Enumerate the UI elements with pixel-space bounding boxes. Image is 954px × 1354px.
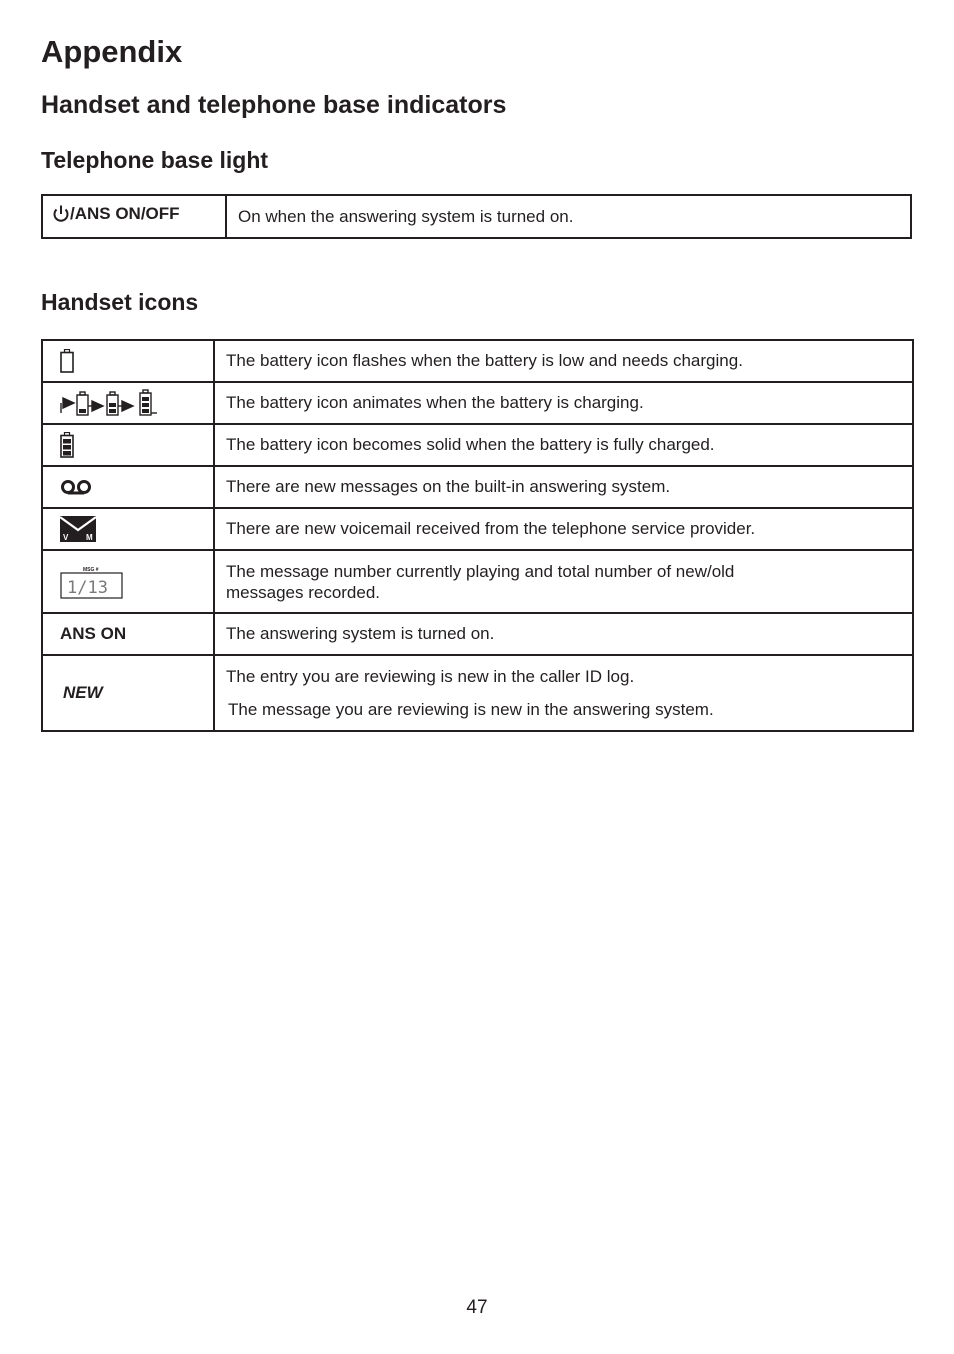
table-row [42, 424, 913, 466]
table-row [42, 508, 913, 550]
voicemail-provider-description: There are new voicemail received from the telephone service provider. [214, 508, 913, 550]
battery-empty-description: The battery icon flashes when the battery is low and needs charging. [214, 340, 913, 382]
battery-full-description: The battery icon becomes solid when the battery is fully charged. [214, 424, 913, 466]
page-number: 47 [466, 1297, 488, 1318]
base-light-heading: Telephone base light [41, 147, 269, 173]
label-cell [42, 613, 214, 655]
envelope-v-text: V [63, 533, 69, 542]
icon-cell [42, 466, 214, 508]
table-row [42, 655, 913, 731]
table-row [42, 382, 913, 424]
msg-number-text: MSG # [83, 566, 99, 573]
envelope-vm-icon [60, 516, 96, 542]
page-title: Appendix [41, 34, 183, 69]
ans-on-label: ANS ON [60, 624, 127, 643]
ans-on-off-label: /ANS ON/OFF [70, 204, 180, 223]
battery-charging-description: The battery icon animates when the battery is charging. [214, 382, 913, 424]
handset-icons-heading: Handset icons [41, 289, 199, 315]
handset-icons-table [41, 339, 914, 732]
icon-cell [42, 382, 214, 424]
battery-charging-animation-icon [60, 389, 158, 417]
icon-cell [42, 340, 214, 382]
description-line: The message you are reviewing is new in the answering system. [228, 700, 714, 719]
message-counter-description [214, 550, 913, 613]
base-light-table [41, 194, 912, 239]
message-counter-icon [60, 565, 124, 599]
icon-cell [42, 424, 214, 466]
description-line: The message number currently playing and total number of new/old [226, 561, 735, 581]
msg-counter-text: 1/13 [67, 577, 108, 598]
label-cell [42, 655, 214, 731]
battery-full-icon [60, 432, 74, 458]
envelope-m-text: M [86, 533, 93, 542]
new-description [214, 655, 913, 731]
ans-on-description: The answering system is turned on. [214, 613, 913, 655]
base-light-description: On when the answering system is turned on. [226, 195, 911, 238]
section-title: Handset and telephone base indicators [41, 91, 507, 119]
base-light-label-cell [42, 195, 226, 238]
table-row [42, 550, 913, 613]
voicemail-description: There are new messages on the built-in answering system. [214, 466, 913, 508]
voicemail-tape-icon [60, 479, 92, 495]
table-row [42, 195, 911, 238]
table-row [42, 613, 913, 655]
power-icon [52, 204, 70, 224]
battery-empty-icon [60, 349, 74, 373]
icon-cell [42, 550, 214, 613]
table-row [42, 466, 913, 508]
icon-cell [42, 508, 214, 550]
new-label: NEW [63, 683, 103, 702]
description-line: messages recorded. [226, 582, 381, 602]
table-row [42, 340, 913, 382]
description-line: The entry you are reviewing is new in the caller ID log. [226, 667, 635, 686]
